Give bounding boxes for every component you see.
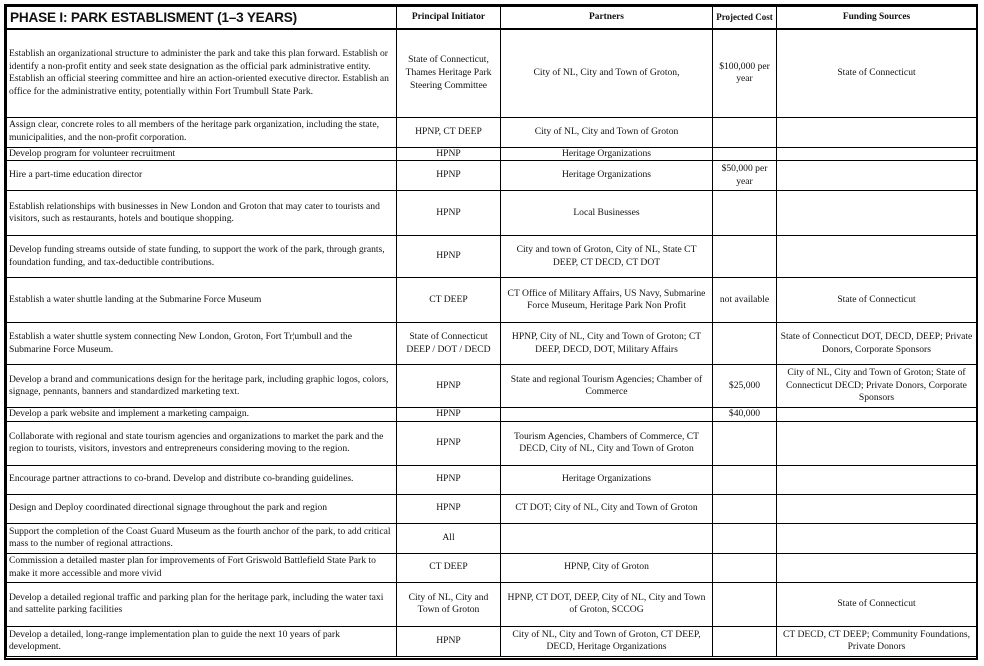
cost-cell	[713, 236, 777, 278]
table-row	[7, 494, 977, 523]
table-row	[7, 523, 977, 553]
initiator-cell: HPNP	[397, 191, 501, 236]
col-header-cost: Projected Cost	[713, 7, 777, 30]
table-row	[7, 29, 977, 117]
task-cell: Support the completion of the Coast Guard Museum as the fourth anchor of the park, to add critical mass to the number of regional attractions.	[7, 523, 397, 553]
initiator-cell: HPNP, CT DEEP	[397, 117, 501, 147]
partners-cell: CT DOT; City of NL, City and Town of Groton	[501, 494, 713, 523]
task-cell: Assign clear, concrete roles to all members of the heritage park organization, including the state, municipalities, and the non-profit corporation.	[7, 117, 397, 147]
initiator-cell: HPNP	[397, 465, 501, 494]
funding-cell	[777, 421, 977, 465]
table-row	[7, 465, 977, 494]
initiator-cell: City of NL, City and Town of Groton	[397, 582, 501, 626]
cost-cell	[713, 117, 777, 147]
partners-cell	[501, 523, 713, 553]
task-cell: Establish relationships with businesses in New London and Groton that may cater to tourists and visitors, such as restaurants, hotels and boutique shopping.	[7, 191, 397, 236]
funding-cell	[777, 553, 977, 582]
table-row	[7, 161, 977, 191]
initiator-cell: CT DEEP	[397, 553, 501, 582]
task-cell: Develop program for volunteer recruitment	[7, 147, 397, 161]
funding-cell	[777, 236, 977, 278]
table-row	[7, 117, 977, 147]
cost-cell: $25,000	[713, 365, 777, 408]
phase-title: PHASE I: PARK ESTABLISMENT (1–3 YEARS)	[7, 7, 397, 30]
partners-cell: City of NL, City and Town of Groton,	[501, 29, 713, 117]
partners-cell: HPNP, City of Groton	[501, 553, 713, 582]
table-row	[7, 278, 977, 323]
initiator-cell: HPNP	[397, 421, 501, 465]
task-cell: Collaborate with regional and state tourism agencies and organizations to market the park and the region to tourists, visitors, investors and entrepreneurs considering moving to the region.	[7, 421, 397, 465]
table-row	[7, 553, 977, 582]
partners-cell: Heritage Organizations	[501, 465, 713, 494]
partners-cell: City and town of Groton, City of NL, State CT DEEP, CT DECD, CT DOT	[501, 236, 713, 278]
task-cell: Develop a detailed, long-range implementation plan to guide the next 10 years of park development.	[7, 626, 397, 656]
funding-cell	[777, 147, 977, 161]
initiator-cell: HPNP	[397, 494, 501, 523]
initiator-cell: State of Connecticut, Thames Heritage Park Steering Committee	[397, 29, 501, 117]
funding-cell	[777, 408, 977, 422]
funding-cell	[777, 161, 977, 191]
cost-cell	[713, 494, 777, 523]
col-header-partners: Partners	[501, 7, 713, 30]
initiator-cell: HPNP	[397, 365, 501, 408]
table-row	[7, 147, 977, 161]
partners-cell: City of NL, City and Town of Groton, CT DEEP, DECD, Heritage Organizations	[501, 626, 713, 656]
cost-cell	[713, 626, 777, 656]
partners-cell: Heritage Organizations	[501, 147, 713, 161]
funding-cell	[777, 117, 977, 147]
partners-cell: Heritage Organizations	[501, 161, 713, 191]
cost-cell	[713, 582, 777, 626]
funding-cell: State of Connecticut	[777, 582, 977, 626]
table-row	[7, 191, 977, 236]
table-row	[7, 626, 977, 656]
initiator-cell: HPNP	[397, 161, 501, 191]
initiator-cell: HPNP	[397, 408, 501, 422]
table-row	[7, 408, 977, 422]
initiator-cell: All	[397, 523, 501, 553]
partners-cell: State and regional Tourism Agencies; Chamber of Commerce	[501, 365, 713, 408]
cost-cell: not available	[713, 278, 777, 323]
initiator-cell: State of Connecticut DEEP / DOT / DECD	[397, 323, 501, 365]
funding-cell	[777, 465, 977, 494]
initiator-cell: HPNP	[397, 147, 501, 161]
task-cell: Hire a part-time education director	[7, 161, 397, 191]
partners-cell	[501, 408, 713, 422]
funding-cell: State of Connecticut DOT, DECD, DEEP; Private Donors, Corporate Sponsors	[777, 323, 977, 365]
partners-cell: Tourism Agencies, Chambers of Commerce, CT DECD, City of NL, City and Town of Groton	[501, 421, 713, 465]
task-cell: Commission a detailed master plan for improvements of Fort Griswold Battlefield State Park to make it more accessible and more vivid	[7, 553, 397, 582]
cost-cell	[713, 523, 777, 553]
cost-cell: $50,000 per year	[713, 161, 777, 191]
cost-cell: $100,000 per year	[713, 29, 777, 117]
phase-one-table-frame	[4, 4, 978, 660]
initiator-cell: HPNP	[397, 626, 501, 656]
funding-cell	[777, 494, 977, 523]
funding-cell: CT DECD, CT DEEP; Community Foundations, Private Donors	[777, 626, 977, 656]
initiator-cell: HPNP	[397, 236, 501, 278]
task-cell: Encourage partner attractions to co-brand. Develop and distribute co-branding guidelines.	[7, 465, 397, 494]
table-row	[7, 421, 977, 465]
cost-cell	[713, 421, 777, 465]
header-row	[7, 7, 977, 30]
cost-cell	[713, 323, 777, 365]
table-row	[7, 236, 977, 278]
cost-cell	[713, 191, 777, 236]
table-row	[7, 582, 977, 626]
cost-cell	[713, 465, 777, 494]
task-cell: Establish an organizational structure to administer the park and take this plan forward. Establish or identify a non-profit entity and seek state designation as the official park administrative entity. Establish an official steering committee and hire an action-oriented executive director. Establish an office for the administrative entity, potentially within Fort Trumbull State Park.	[7, 29, 397, 117]
funding-cell	[777, 191, 977, 236]
partners-cell: CT Office of Military Affairs, US Navy, Submarine Force Museum, Heritage Park Non Profit	[501, 278, 713, 323]
partners-cell: HPNP, CT DOT, DEEP, City of NL, City and Town of Groton, SCCOG	[501, 582, 713, 626]
initiator-cell: CT DEEP	[397, 278, 501, 323]
partners-cell: City of NL, City and Town of Groton	[501, 117, 713, 147]
funding-cell: State of Connecticut	[777, 29, 977, 117]
table-row	[7, 323, 977, 365]
col-header-initiator: Principal Initiator	[397, 7, 501, 30]
col-header-funding: Funding Sources	[777, 7, 977, 30]
task-cell: Develop funding streams outside of state funding, to support the work of the park, through grants, foundation funding, and tax-deductible contributions.	[7, 236, 397, 278]
task-cell: Establish a water shuttle landing at the Submarine Force Museum	[7, 278, 397, 323]
cost-cell	[713, 553, 777, 582]
task-cell: Develop a park website and implement a marketing campaign.	[7, 408, 397, 422]
cost-cell: $40,000	[713, 408, 777, 422]
funding-cell: City of NL, City and Town of Groton; State of Connecticut DECD; Private Donors, Corporate Sponsors	[777, 365, 977, 408]
task-cell: Develop a detailed regional traffic and parking plan for the heritage park, including the water taxi and sattelite parking facilities	[7, 582, 397, 626]
funding-cell	[777, 523, 977, 553]
task-cell: Establish a water shuttle system connecting New London, Groton, Fort Tr¦umbull and the Submarine Force Museum.	[7, 323, 397, 365]
task-cell: Design and Deploy coordinated directional signage throughout the park and region	[7, 494, 397, 523]
task-cell: Develop a brand and communications design for the heritage park, including graphic logos, colors, signage, pennants, banners and standardized marketing text.	[7, 365, 397, 408]
cost-cell	[713, 147, 777, 161]
funding-cell: State of Connecticut	[777, 278, 977, 323]
partners-cell: Local Businesses	[501, 191, 713, 236]
table-row	[7, 365, 977, 408]
partners-cell: HPNP, City of NL, City and Town of Groton; CT DEEP, DECD, DOT, Military Affairs	[501, 323, 713, 365]
phase-one-table	[6, 6, 977, 657]
